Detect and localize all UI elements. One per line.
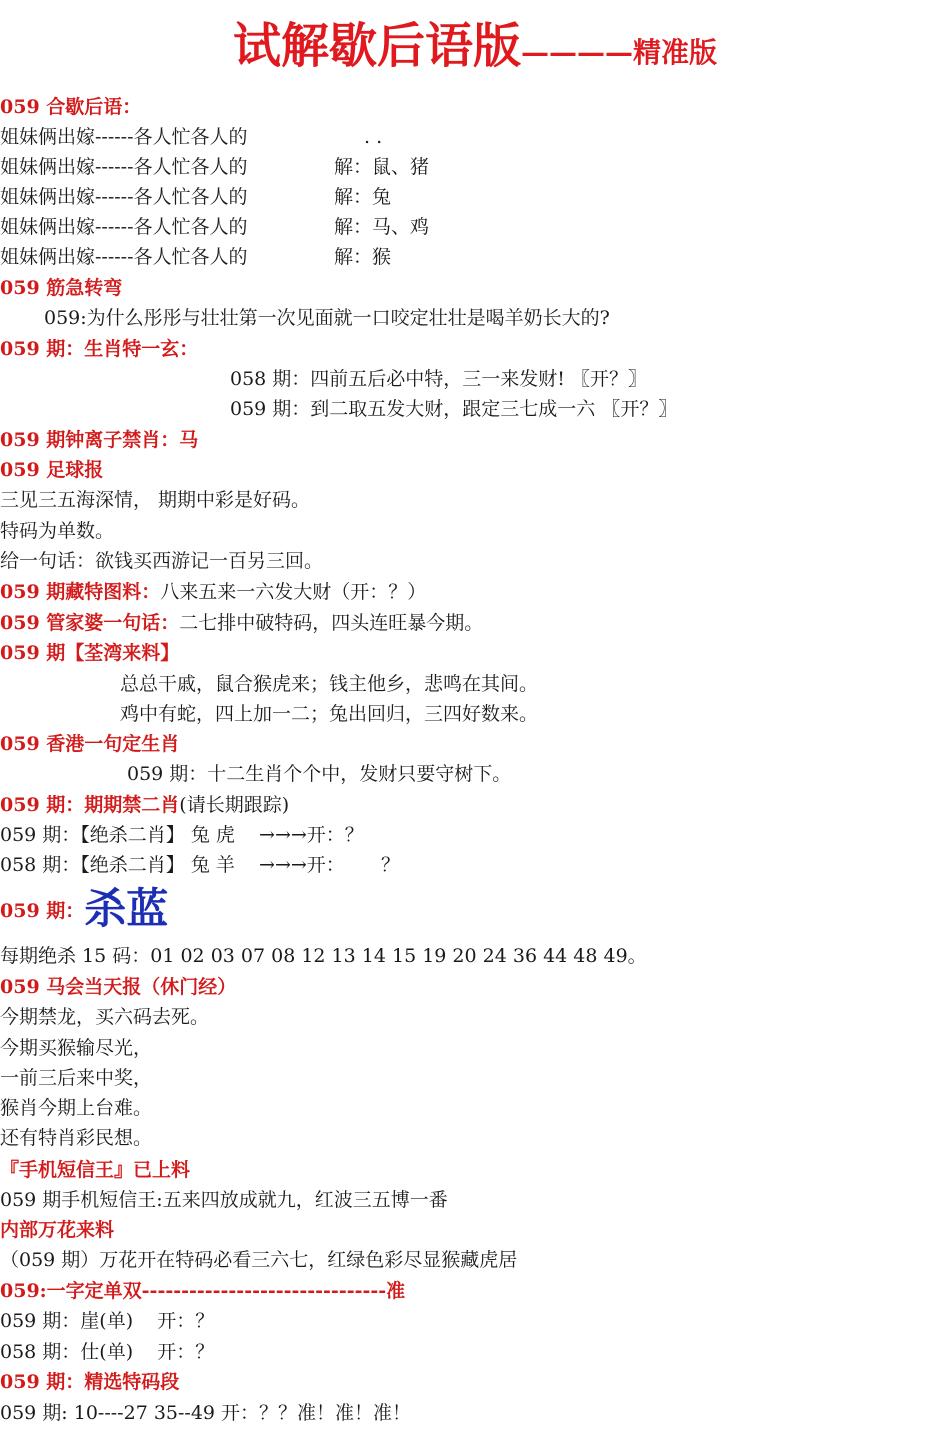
ban-two-line: 058 期：【绝杀二肖】 兔 羊 →→→开： ？ (0, 854, 401, 876)
kill-blue-label: 059 期： (0, 900, 85, 922)
segment-line: 059 期: 10----27 35--49 开：？？准！准！准！ (0, 1402, 412, 1424)
section-heading-xiehouyu: 059 合歇后语： (0, 96, 142, 118)
wanhua-line: （059 期）万花开在特码必看三六七，红绿色彩尽显猴藏虎居 (0, 1249, 518, 1271)
jockey-line: 今期买猴输尽光， (0, 1037, 153, 1059)
ban-two-note: (请长期跟踪) (179, 794, 290, 816)
title-sub: 精准版 (633, 36, 718, 69)
zodiac-line: 059 期：到二取五发大财，跟定三七成一六 〖开？〗 (230, 398, 678, 420)
zodiac-line: 058 期：四前五后必中特，三一来发财! 〖开？〗 (230, 368, 647, 390)
saying-answer: 解：兔 (334, 186, 392, 208)
tsuen-wan-line: 总总干戚，鼠合猴虎来；钱主他乡，悲鸣在其间。 (120, 673, 539, 695)
saying-line: 姐妹俩出嫁------各人忙各人的 (0, 246, 248, 268)
section-heading-football: 059 足球报 (0, 459, 104, 481)
saying-answer: . . (364, 126, 383, 148)
section-heading-riddle: 059 筋急转弯 (0, 277, 123, 299)
hidden-map-row (0, 577, 426, 607)
kill-numbers-line: 每期绝杀 15 码：01 02 03 07 08 12 13 14 15 19 20 24 36 44 48 49。 (0, 945, 647, 967)
kill-blue-row (0, 882, 168, 936)
jockey-line: 还有特肖彩民想。 (0, 1127, 153, 1149)
football-line: 给一句话：欲钱买西游记一百另三回。 (0, 550, 324, 572)
saying-line: 姐妹俩出嫁------各人忙各人的 (0, 156, 248, 178)
football-line: 特码为单数。 (0, 520, 115, 542)
section-heading-odd-even: 059:一字定单双-------------------------------准 (0, 1280, 406, 1302)
housekeeper-row (0, 608, 483, 638)
title-main: 试解歇后语版 (232, 18, 521, 74)
tsuen-wan-line: 鸡中有蛇，四上加一二；兔出回归，三四好数来。 (120, 703, 539, 725)
title-dash: ———— (521, 36, 633, 69)
hidden-map-text: 八来五来一六发大财（开：？） (160, 581, 427, 603)
ban-two-row (0, 790, 289, 820)
section-heading-hidden-map: 059 期藏特图料： (0, 581, 161, 603)
odd-even-line: 059 期：崖(单) 开：？ (0, 1310, 215, 1332)
jockey-line: 今期禁龙，买六码去死。 (0, 1006, 210, 1028)
saying-line: 姐妹俩出嫁------各人忙各人的 (0, 186, 248, 208)
section-heading-segment: 059 期：精选特码段 (0, 1371, 180, 1393)
housekeeper-text: 二七排中破特码，四头连旺暴今期。 (179, 612, 484, 634)
section-heading-sms: 『手机短信王』已上料 (0, 1159, 191, 1181)
ban-two-line: 059 期：【绝杀二肖】 兔 虎 →→→开：？ (0, 824, 364, 846)
section-heading-ban-two: 059 期：期期禁二肖 (0, 794, 180, 816)
section-heading-tsuen-wan: 059 期【荃湾来料】 (0, 642, 180, 664)
section-heading-housekeeper: 059 管家婆一句话： (0, 612, 180, 634)
jockey-line: 猴肖今期上台难。 (0, 1097, 153, 1119)
kill-blue-title: 杀蓝 (84, 884, 169, 933)
saying-line: 姐妹俩出嫁------各人忙各人的 (0, 216, 248, 238)
saying-answer: 解：马、鸡 (334, 216, 430, 238)
saying-answer: 解：鼠、猪 (334, 156, 430, 178)
section-heading-banned: 059 期钟离子禁肖：马 (0, 429, 199, 451)
odd-even-line: 058 期：仕(单) 开：？ (0, 1341, 215, 1363)
jockey-line: 一前三后来中奖， (0, 1067, 153, 1089)
saying-answer: 解：猴 (334, 246, 392, 268)
riddle-line: 059:为什么彤彤与壮壮第一次见面就一口咬定壮壮是喝羊奶长大的? (44, 307, 610, 329)
section-heading-hk: 059 香港一句定生肖 (0, 733, 180, 755)
sms-line: 059 期手机短信王:五来四放成就九，红波三五博一番 (0, 1189, 448, 1211)
hk-line: 059 期：十二生肖个个中，发财只要守树下。 (127, 763, 512, 785)
page-title (0, 14, 950, 85)
section-heading-zodiac: 059 期：生肖特一玄： (0, 338, 199, 360)
section-heading-wanhua: 内部万花来料 (0, 1219, 115, 1241)
saying-line: 姐妹俩出嫁------各人忙各人的 (0, 126, 248, 148)
football-line: 三见三五海深情， 期期中彩是好码。 (0, 489, 311, 511)
section-heading-jockey: 059 马会当天报（休门经） (0, 976, 237, 998)
